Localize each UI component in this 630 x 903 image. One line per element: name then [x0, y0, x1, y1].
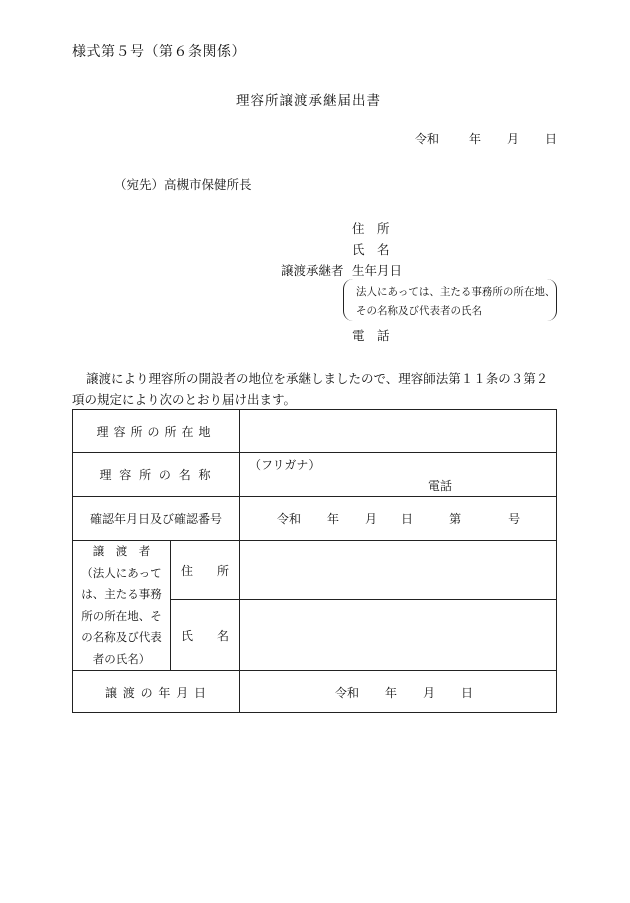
transferor-name-label: 氏 名 [180, 628, 229, 643]
transfer-date-label: 譲 渡 の 年 月 日 [104, 685, 208, 700]
applicant-name-label: 氏 名 [352, 242, 390, 257]
transfer-date-value [240, 671, 556, 713]
date-month: 月 [507, 132, 520, 146]
location-value[interactable] [240, 410, 556, 452]
transfer-era: 令和 [335, 685, 360, 700]
confirm-year: 年 [327, 512, 340, 526]
addressee: （宛先）高槻市保健所長 [114, 177, 252, 192]
furigana-label: （フリガナ） [249, 457, 321, 472]
transferor-line: 者の氏名） [92, 651, 151, 666]
form-number: 様式第５号（第６条関係） [72, 44, 246, 60]
transferor-line: は、主たる事務 [81, 587, 162, 601]
confirm-value [240, 497, 556, 540]
corporation-note-line2: その名称及び代表者の氏名 [356, 305, 482, 317]
transferor-line: の名称及び代表 [81, 630, 162, 644]
transferor-name-value[interactable] [240, 600, 556, 670]
confirm-era: 令和 [277, 512, 302, 526]
confirm-dai: 第 [449, 512, 462, 526]
transferor-line: 譲 渡 者 [92, 544, 151, 558]
body-text-content: 譲渡により理容所の開設者の地位を承継しましたので、理容師法第１１条の３第２項の規定により次のとおり届け出ます。 [72, 371, 549, 407]
document-title: 理容所譲渡承継届出書 [236, 93, 381, 109]
transfer-year: 年 [385, 685, 398, 700]
confirm-go: 号 [508, 512, 521, 526]
shop-name-label: 理 容 所 の 名 称 [99, 468, 213, 482]
date-year: 年 [469, 132, 482, 146]
transferor-label [73, 541, 170, 670]
transfer-day: 日 [461, 685, 474, 700]
confirm-month: 月 [365, 512, 378, 526]
applicant-address-label: 住 所 [352, 221, 390, 236]
applicant-tel-label: 電 話 [352, 328, 390, 343]
date-era: 令和 [415, 132, 440, 146]
transferor-line: 所の所在地、そ [81, 608, 162, 623]
telephone-label: 電話 [428, 478, 453, 493]
corporation-note-line1: 法人にあっては、主たる事務所の所在地、 [356, 286, 556, 298]
details-table [72, 409, 557, 713]
confirm-label: 確認年月日及び確認番号 [89, 512, 222, 526]
transferor-line: （法人にあって [81, 565, 162, 580]
applicant-birth-label: 生年月日 [352, 263, 403, 278]
transfer-month: 月 [423, 685, 436, 700]
body-text [72, 368, 558, 410]
applicant-role-label: 譲渡承継者 [281, 263, 344, 278]
submission-date [415, 130, 557, 147]
location-label: 理容所の所在地 [96, 424, 216, 439]
confirm-day: 日 [401, 512, 414, 526]
date-day: 日 [545, 132, 558, 146]
transferor-address-value[interactable] [240, 541, 556, 599]
transferor-address-label: 住 所 [180, 563, 229, 578]
